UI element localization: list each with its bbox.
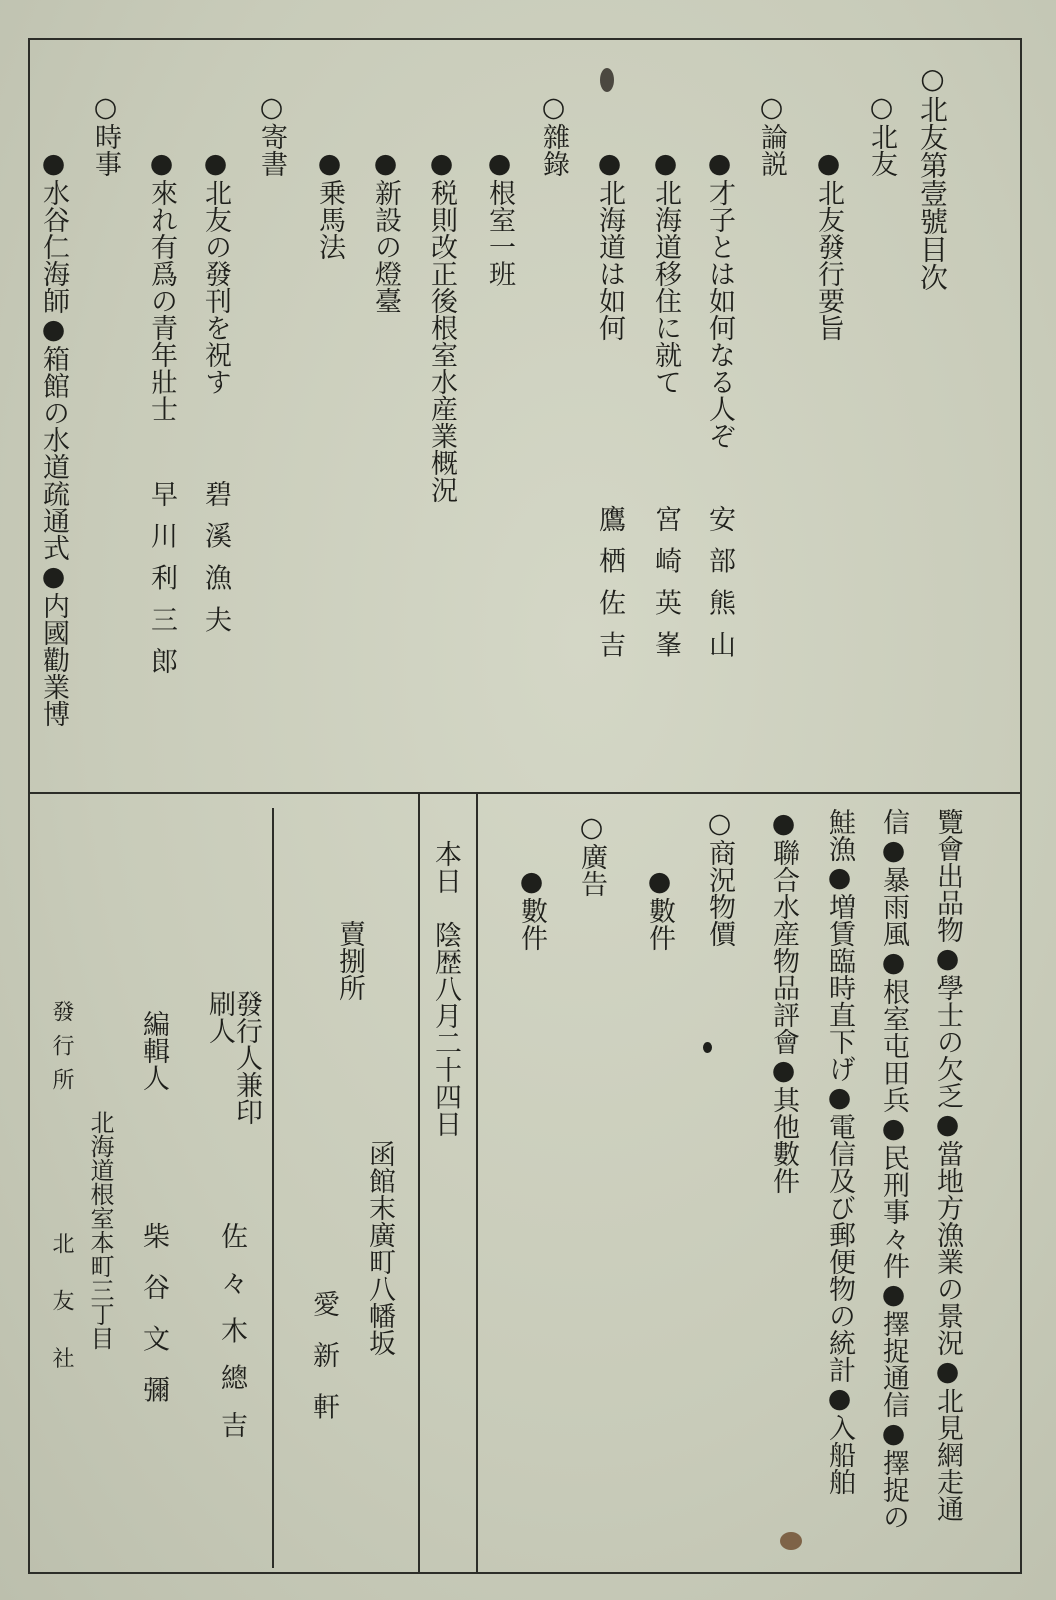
section-hokuyu-title: ○北友 [866, 92, 897, 177]
jiji-line: ●水谷仁海師●箱館の水道疏通式●内國勸業博 [38, 148, 69, 727]
section-ronsetsu-title: ○論説 [756, 92, 787, 177]
editor-name: 柴谷文彌 [138, 1222, 169, 1428]
publisher-name: 佐々木總吉 [216, 1222, 247, 1459]
jiji-line: 覽會出品物●學士の欠乏●當地方漁業の景況●北見網走通 [932, 808, 963, 1522]
jiji-line: 鮭漁●増賃臨時直下げ●電信及び郵便物の統計●入船舶 [824, 808, 855, 1495]
toc-item: ●乗馬法 [314, 148, 345, 260]
ink-dot [703, 1042, 712, 1053]
jiji-line: 信●暴雨風●根室屯田兵●民刑事々件●擇捉通信●擇捉の [878, 808, 909, 1530]
toc-item: ●新設の燈臺 [370, 148, 401, 314]
stain-mark [780, 1532, 802, 1550]
toc-item: ●北海道移住に就て [650, 148, 681, 395]
toc-item: ●來れ有爲の青年壯士 [146, 148, 177, 422]
publisher-label: 發行人兼印刷人 [204, 990, 262, 1125]
seller-label: 賣捌所 [334, 920, 365, 1001]
toc-item: ●數件 [516, 866, 547, 951]
issue-date: 本日 陰歴八月二十四日 [430, 840, 461, 1137]
date-divider-right [418, 792, 420, 1572]
section-jiji-title: ○時事 [90, 92, 121, 177]
ink-blot [600, 68, 614, 92]
seller-name: 愛新軒 [308, 1290, 339, 1444]
section-koukoku-title: ○廣告 [576, 812, 607, 897]
office-name: 北友社 [49, 1232, 74, 1404]
toc-item: ●數件 [644, 866, 675, 951]
toc-item-author: 安部熊山 [704, 505, 735, 673]
jiji-line: ●聯合水産物品評會●其他數件 [768, 808, 799, 1194]
toc-item-author: 早川利三郎 [146, 480, 177, 690]
editor-label: 編輯人 [138, 1010, 169, 1091]
toc-item: ●根室一班 [484, 148, 515, 287]
toc-heading: ○北友第壹號目次 [916, 62, 949, 291]
toc-item-author: 宮崎英峯 [650, 505, 681, 673]
toc-item: ●才子とは如何なる人ぞ [704, 148, 735, 449]
toc-item: ●税則改正後根室水産業概況 [426, 148, 457, 503]
toc-item: ●北友の發刊を祝す [200, 148, 231, 395]
date-divider-left [476, 792, 478, 1572]
toc-item-author: 碧溪漁夫 [200, 480, 231, 648]
toc-item: ●北海道は如何 [594, 148, 625, 341]
section-shoukyou-title: ○商況物價 [704, 808, 735, 947]
section-zatsuroku-title: ○雜錄 [538, 92, 569, 177]
seller-divider [272, 808, 274, 1568]
section-kisho-title: ○寄書 [256, 92, 287, 177]
office-label: 發行所 [49, 1000, 74, 1103]
seller-address: 函館末廣町八幡坂 [364, 1140, 395, 1356]
office-address: 北海道根室本町三丁目 [86, 1110, 114, 1350]
toc-item: ●北友發行要旨 [813, 148, 844, 341]
toc-item-author: 鷹栖佐吉 [594, 505, 625, 673]
